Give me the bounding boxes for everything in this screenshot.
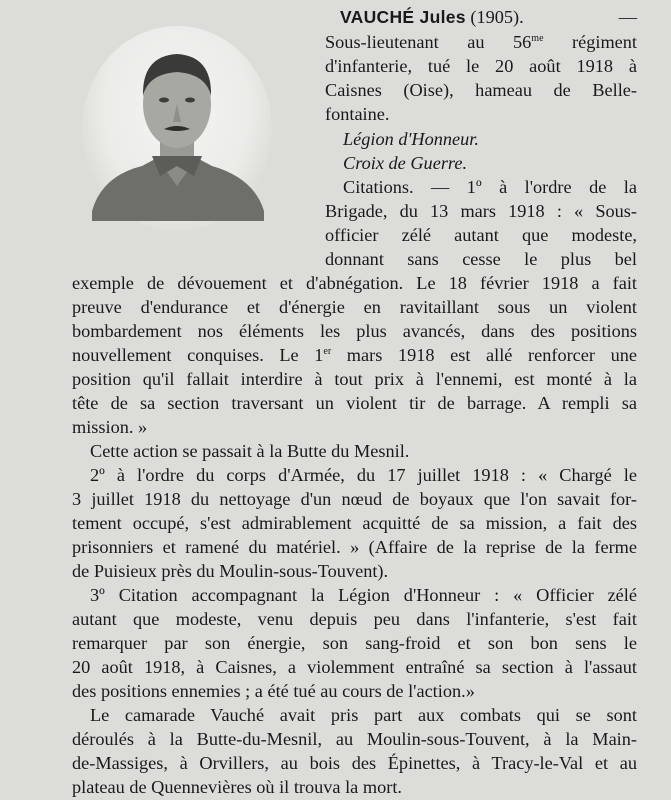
text-line: preuve d'endurance et d'énergie en ravitaillant sous un violent bbox=[72, 297, 637, 317]
text-line: plateau de Quennevières où il trouva la mort. bbox=[72, 777, 402, 797]
text-line: de-Massiges, à Orvillers, au bois des Épinettes, à Tracy-le-Val et au bbox=[72, 753, 637, 773]
portrait-photo bbox=[82, 26, 272, 231]
text-line: Brigade, du 13 mars 1918 : « Sous- bbox=[325, 201, 637, 221]
text-line: officier zélé autant que modeste, bbox=[325, 225, 637, 245]
text-line: Citations. — 1º à l'ordre de la bbox=[343, 177, 637, 197]
text-line: position qu'il fallait interdire à tout prix à l'ennemi, est monté à la bbox=[72, 369, 637, 389]
text-line: Cette action se passait à la Butte du Mesnil. bbox=[90, 441, 410, 461]
text-line: Le camarade Vauché avait pris part aux combats qui se sont bbox=[90, 705, 637, 725]
honor-legion: Légion d'Honneur. bbox=[343, 129, 479, 149]
text-line: 20 août 1918, à Caisnes, a violemment entraîné sa section à l'assaut bbox=[72, 657, 637, 677]
text-line: Caisnes (Oise), hameau de Belle- bbox=[325, 80, 637, 100]
text-line: de Puisieux près du Moulin-sous-Touvent). bbox=[72, 561, 389, 581]
text-line: Sous-lieutenant au $56^{me}$ régiment bbox=[325, 32, 637, 52]
text-line: donnant sans cesse le plus bel bbox=[325, 249, 637, 269]
text-line: prisonniers et ramené du matériel. » (Affaire de la reprise de la ferme bbox=[72, 537, 637, 557]
text-line: mission. » bbox=[72, 417, 148, 437]
honor-croix: Croix de Guerre. bbox=[343, 153, 468, 173]
text-line: bombardement nos éléments les plus avancés, dans des positions bbox=[72, 321, 637, 341]
birth-year: (1905). bbox=[470, 7, 524, 27]
text-line: tement occupé, s'est admirablement acquitté de sa mission, a fait des bbox=[72, 513, 637, 533]
text-line: tête de sa section traversant un violent tir de barrage. A rempli sa bbox=[72, 393, 637, 413]
text-line: d'infanterie, tué le 20 août 1918 à bbox=[325, 56, 637, 76]
text-line: déroulés à la Butte-du-Mesnil, au Moulin-sous-Touvent, à la Main- bbox=[72, 729, 637, 749]
text-line: remarquer par son énergie, son sang-froid et son bon sens le bbox=[72, 633, 637, 653]
header-dash: — bbox=[618, 7, 637, 27]
text-line: 3º Citation accompagnant la Légion d'Honneur : « Officier zélé bbox=[90, 585, 637, 605]
text-line: des positions ennemies ; a été tué au cours de l'action.» bbox=[72, 681, 475, 701]
text-line: fontaine. bbox=[325, 104, 390, 124]
text-line: nouvellement conquises. Le 1er mars 1918 est allé renforcer une bbox=[72, 345, 637, 365]
person-name: VAUCHÉ Jules bbox=[340, 7, 466, 27]
text-line: exemple de dévouement et d'abnégation. Le 18 février 1918 a fait bbox=[72, 273, 637, 293]
text-line: 2º à l'ordre du corps d'Armée, du 17 juillet 1918 : « Chargé le bbox=[90, 465, 637, 485]
portrait-figure bbox=[82, 26, 272, 231]
text-line: 3 juillet 1918 du nettoyage d'un nœud de boyaux que l'on savait for- bbox=[72, 489, 637, 509]
text-line: autant que modeste, venu depuis peu dans l'infanterie, s'est fait bbox=[72, 609, 637, 629]
entry-header bbox=[340, 5, 637, 29]
